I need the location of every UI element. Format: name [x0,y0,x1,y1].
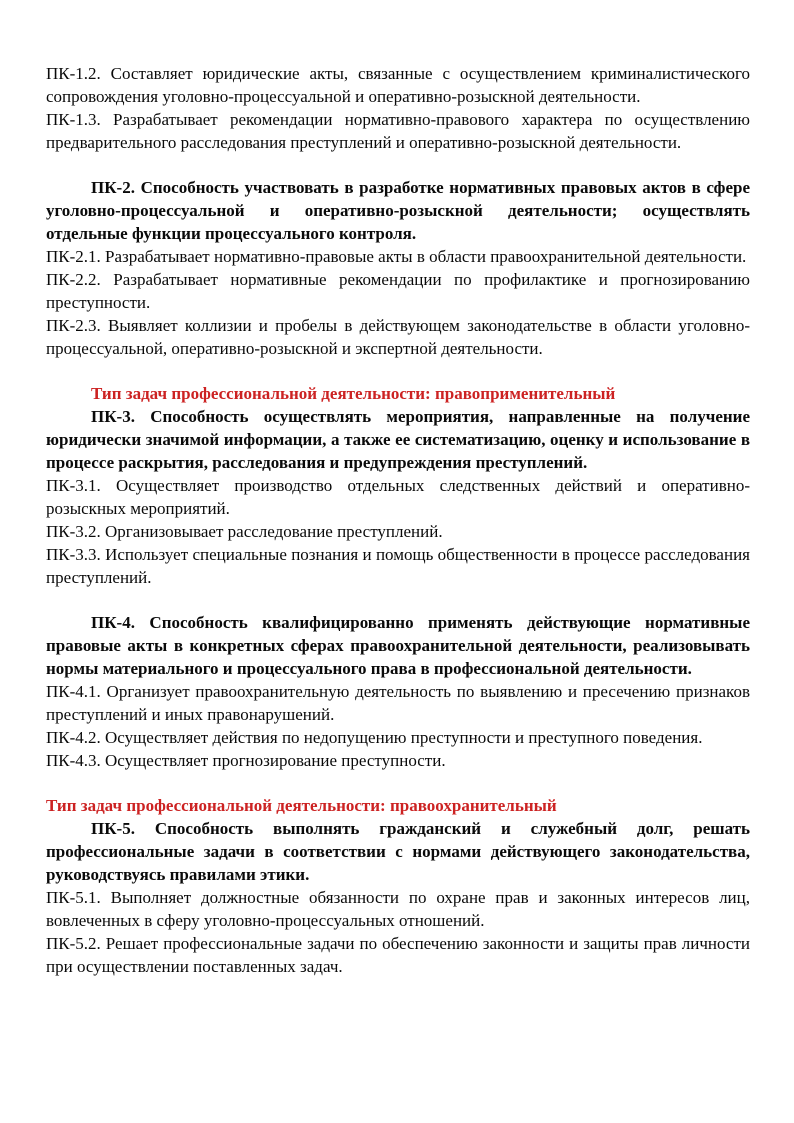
paragraph-pk-2-2: ПК-2.2. Разрабатывает нормативные рекомендации по профилактике и прогнозированию преступности. [46,270,750,312]
paragraph-pk-3-1: ПК-3.1. Осуществляет производство отдельных следственных действий и оперативно-розыскных мероприятий. [46,476,750,518]
competency-heading-pk-5: ПК-5. Способность выполнять гражданский и служебный долг, решать профессиональные задачи в соответствии с нормами действующего законодательства, руководствуясь правилами этики. [46,819,750,884]
document-body [46,62,750,978]
paragraph-pk-2-3: ПК-2.3. Выявляет коллизии и пробелы в действующем законодательстве в области уголовно-процессуальной, оперативно-розыскной и экспертной деятельности. [46,316,750,358]
paragraph-pk-1-3: ПК-1.3. Разрабатывает рекомендации нормативно-правового характера по осуществлению предварительного расследования преступлений и оперативно-розыскной деятельности. [46,110,750,152]
paragraph-pk-1-2: ПК-1.2. Составляет юридические акты, связанные с осуществлением криминалистического сопровождения уголовно-процессуальной и оперативно-розыскной деятельности. [46,64,750,106]
paragraph-pk-4-3: ПК-4.3. Осуществляет прогнозирование преступности. [46,751,446,770]
paragraph-pk-4-2: ПК-4.2. Осуществляет действия по недопущению преступности и преступного поведения. [46,728,703,747]
paragraph-pk-2-1: ПК-2.1. Разрабатывает нормативно-правовые акты в области правоохранительной деятельности. [46,247,747,266]
task-type-heading-pravoohranitelny: Тип задач профессиональной деятельности: правоохранительный [46,796,557,815]
paragraph-pk-5-2: ПК-5.2. Решает профессиональные задачи по обеспечению законности и защиты прав личности при осуществлении поставленных задач. [46,934,750,976]
task-type-heading-pravoprimenitelny: Тип задач профессиональной деятельности: правоприменительный [91,384,616,403]
paragraph-pk-3-3: ПК-3.3. Использует специальные познания и помощь общественности в процессе расследования преступлений. [46,545,750,587]
paragraph-pk-4-1: ПК-4.1. Организует правоохранительную деятельность по выявлению и пресечению признаков преступлений и иных правонарушений. [46,682,750,724]
competency-heading-pk-2: ПК-2. Способность участвовать в разработке нормативных правовых актов в сфере уголовно-процессуальной и оперативно-розыскной деятельности; осуществлять отдельные функции процессуального контроля. [46,178,750,243]
competency-heading-pk-3: ПК-3. Способность осуществлять мероприятия, направленные на получение юридически значимой информации, а также ее систематизацию, оценку и использование в процессе раскрытия, расследования и предупреждения преступлений. [46,407,750,472]
paragraph-pk-5-1: ПК-5.1. Выполняет должностные обязанности по охране прав и законных интересов лиц, вовлеченных в сферу уголовно-процессуальных отношений. [46,888,750,930]
competency-heading-pk-4: ПК-4. Способность квалифицированно применять действующие нормативные правовые акты в конкретных сферах правоохранительной деятельности, реализовывать нормы материального и процессуального права в профессиональной деятельности. [46,613,750,678]
paragraph-pk-3-2: ПК-3.2. Организовывает расследование преступлений. [46,522,443,541]
